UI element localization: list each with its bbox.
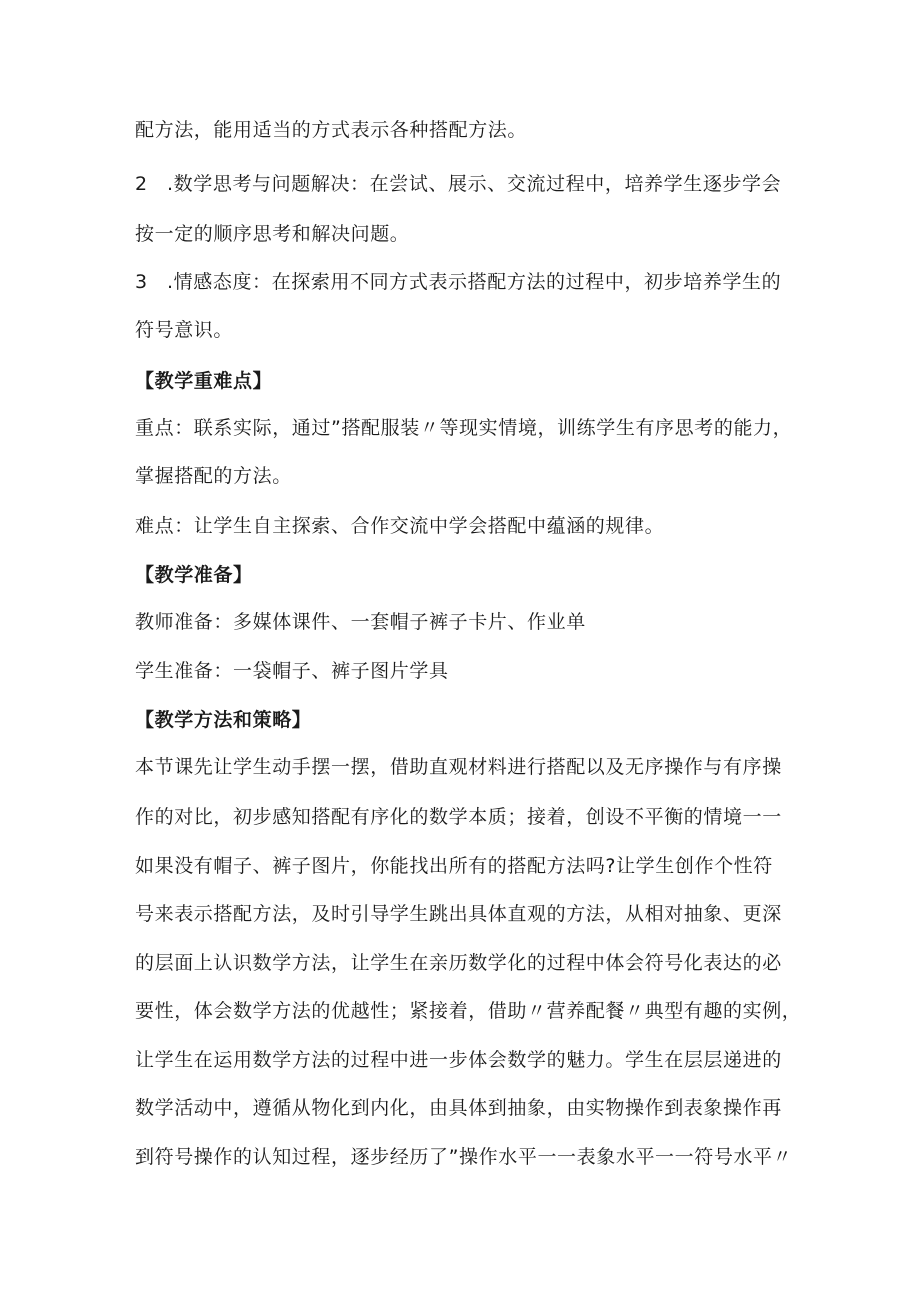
item-text-2: 数学思考与问题解决：在尝试、展示、交流过程中，培养学生逐步学会 bbox=[173, 173, 782, 195]
text-line-8: 掌握搭配的方法。 bbox=[135, 465, 292, 487]
text-line-5: 符号意识。 bbox=[135, 319, 234, 341]
text-line-item-2 bbox=[135, 172, 781, 196]
text-line-18: 的层面上认识数学方法，让学生在亲历数学化的过程中体会符号化表达的必 bbox=[135, 952, 782, 974]
text-line-item-3 bbox=[135, 270, 781, 294]
text-line-16: 如果没有帽子、裤子图片，你能找出所有的搭配方法吗?让学生创作个性符 bbox=[135, 855, 773, 877]
text-line-difficulty: 难点：让学生自主探索、合作交流中学会搭配中蕴涵的规律。 bbox=[135, 515, 665, 537]
text-line-3: 按一定的顺序思考和解决问题。 bbox=[135, 223, 410, 245]
section-heading-preparation: 【教学准备】 bbox=[135, 564, 253, 586]
item-number-2: 2 bbox=[135, 173, 148, 195]
text-line-teacher-prep: 教师准备：多媒体课件、一套帽子裤子卡片、作业单 bbox=[135, 611, 586, 633]
text-line-20: 让学生在运用数学方法的过程中进一步体会数学的魅力。学生在层层递进的 bbox=[135, 1049, 782, 1071]
text-line-21: 数学活动中，遵循从物化到内化，由具体到抽象，由实物操作到表象操作再 bbox=[135, 1097, 782, 1119]
text-line-14: 本节课先让学生动手摆一摆，借助直观材料进行搭配以及无序操作与有序操 bbox=[135, 756, 782, 778]
text-line-1: 配方法，能用适当的方式表示各种搭配方法。 bbox=[135, 119, 528, 141]
text-line-key-point: 重点：联系实际，通过”搭配服装〃等现实情境，训练学生有序思考的能力， bbox=[135, 417, 793, 439]
item-text-3: 情感态度：在探索用不同方式表示搭配方法的过程中，初步培养学生的 bbox=[173, 271, 782, 293]
text-line-student-prep: 学生准备：一袋帽子、裤子图片学具 bbox=[135, 660, 449, 682]
section-heading-key-points: 【教学重难点】 bbox=[135, 370, 273, 392]
item-number-3: 3 bbox=[135, 271, 148, 293]
section-heading-methods: 【教学方法和策略】 bbox=[135, 709, 312, 731]
text-line-15: 作的对比，初步感知搭配有序化的数学本质；接着，创设不平衡的情境一一 bbox=[135, 806, 782, 828]
text-line-17: 号来表示搭配方法，及时引导学生跳出具体直观的方法，从相对抽象、更深 bbox=[135, 903, 782, 925]
text-line-22: 到符号操作的认知过程，逐步经历了”操作水平一一表象水平一一符号水平〃 bbox=[135, 1146, 793, 1168]
item-dot-2: . bbox=[167, 173, 174, 195]
item-dot-3: . bbox=[167, 271, 174, 293]
text-line-19: 要性，体会数学方法的优越性；紧接着，借助〃营养配餐〃典型有趣的实例， bbox=[135, 1000, 802, 1022]
